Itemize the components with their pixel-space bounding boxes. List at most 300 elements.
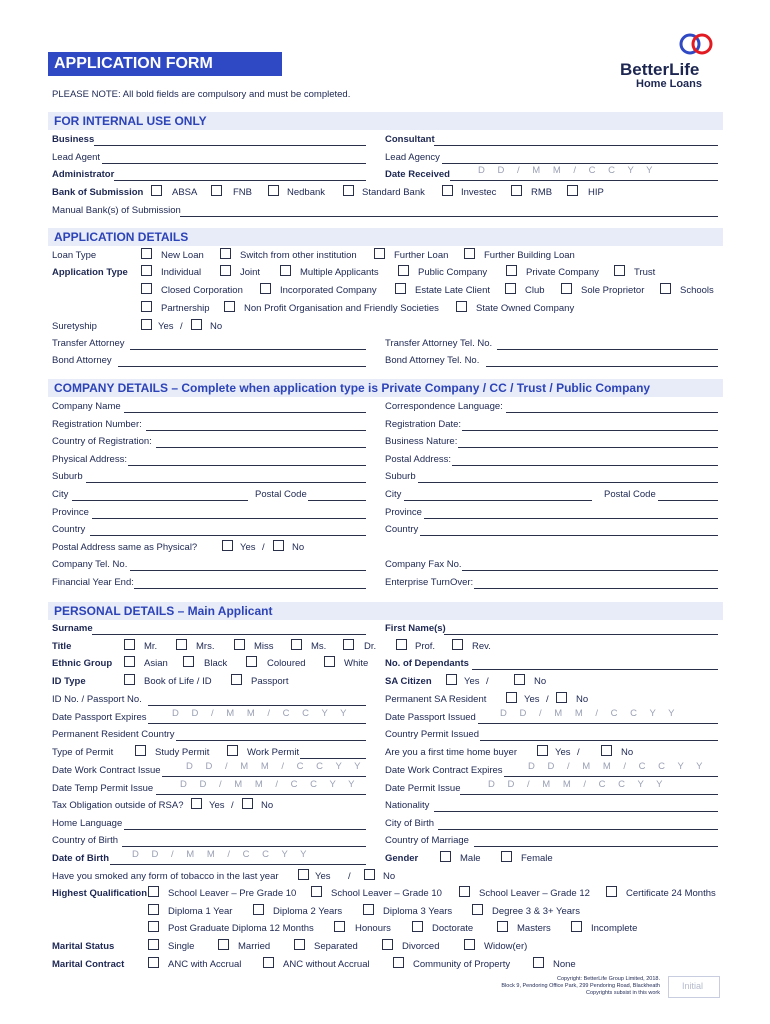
transfer-attorney-field[interactable] xyxy=(130,349,366,350)
registration-date-field[interactable] xyxy=(462,430,718,431)
title-rev-label: Rev. xyxy=(472,641,491,652)
title-ms-checkbox[interactable] xyxy=(291,639,302,650)
company-suburb-field[interactable] xyxy=(86,482,366,483)
further-loan-label: Further Loan xyxy=(394,250,449,261)
first-names-label: First Name(s) xyxy=(385,623,446,634)
closed-corporation-checkbox[interactable] xyxy=(141,283,152,294)
sa-resident-yes-label: Yes xyxy=(524,694,540,705)
title-mr-label: Mr. xyxy=(144,641,158,652)
permit-other-field[interactable] xyxy=(300,758,366,759)
contract-anc-no-accrual-checkbox[interactable] xyxy=(263,957,274,968)
business-nature-field[interactable] xyxy=(458,447,718,448)
ethnic-asian-checkbox[interactable] xyxy=(124,656,135,667)
date-work-contract-expires-field[interactable] xyxy=(504,776,718,777)
club-checkbox[interactable] xyxy=(505,283,516,294)
tax-obligation-no-checkbox[interactable] xyxy=(242,798,253,809)
marital-status-label: Marital Status xyxy=(52,941,115,952)
lead-agent-label: Lead Agent xyxy=(52,152,101,163)
joint-checkbox[interactable] xyxy=(220,265,231,276)
marital-divorced-label: Divorced xyxy=(402,941,440,952)
qual-grade10-checkbox[interactable] xyxy=(311,886,322,897)
multiple-applicants-checkbox[interactable] xyxy=(280,265,291,276)
contract-anc-accrual-checkbox[interactable] xyxy=(148,957,159,968)
administrator-label: Administrator xyxy=(52,169,115,180)
company-postal-code-field[interactable] xyxy=(308,500,366,501)
tobacco-label: Have you smoked any form of tobacco in the last year xyxy=(52,871,279,882)
postal-address-label: Postal Address: xyxy=(385,454,452,465)
postal-postal-code-label: Postal Code xyxy=(604,489,656,500)
sa-citizen-yes-checkbox[interactable] xyxy=(446,674,457,685)
postal-same-no-label: No xyxy=(292,542,305,553)
gender-male-checkbox[interactable] xyxy=(440,851,451,862)
contract-community-checkbox[interactable] xyxy=(393,957,404,968)
administrator-field[interactable] xyxy=(114,180,366,181)
internal-heading: FOR INTERNAL USE ONLY xyxy=(54,114,207,128)
city-of-birth-label: City of Birth xyxy=(385,818,435,829)
title-label: Title xyxy=(52,641,72,652)
bond-attorney-tel-field[interactable] xyxy=(486,366,718,367)
date-passport-issued-field[interactable] xyxy=(478,723,718,724)
further-building-loan-label: Further Building Loan xyxy=(484,250,575,261)
lead-agency-label: Lead Agency xyxy=(385,152,440,163)
transfer-attorney-label: Transfer Attorney xyxy=(52,338,125,349)
contract-none-checkbox[interactable] xyxy=(533,957,544,968)
company-suburb-label: Suburb xyxy=(52,471,83,482)
contract-none-label: None xyxy=(553,959,576,970)
contract-anc-no-accrual-label: ANC without Accrual xyxy=(283,959,370,970)
loan-type-label: Loan Type xyxy=(52,250,97,261)
permanent-resident-country-field[interactable] xyxy=(176,740,366,741)
transfer-attorney-tel-field[interactable] xyxy=(497,349,718,350)
rmb-label: RMB xyxy=(531,187,553,198)
switch-institution-checkbox[interactable] xyxy=(220,248,231,259)
marital-widow-label: Widow(er) xyxy=(484,941,528,952)
estate-late-client-label: Estate Late Client xyxy=(415,285,490,296)
new-loan-checkbox[interactable] xyxy=(141,248,152,259)
date-work-contract-issue-placeholder: D D / M M / C C Y Y xyxy=(186,761,366,772)
ethnic-coloured-checkbox[interactable] xyxy=(246,656,257,667)
hip-checkbox[interactable] xyxy=(567,185,578,196)
application-section-header xyxy=(48,228,723,246)
sa-citizen-no-label: No xyxy=(534,676,547,687)
date-of-birth-field[interactable] xyxy=(110,864,366,865)
application-heading: APPLICATION DETAILS xyxy=(54,230,189,244)
qual-doctorate-checkbox[interactable] xyxy=(412,921,423,932)
company-fax-field[interactable] xyxy=(462,570,718,571)
company-section-header xyxy=(48,379,723,397)
business-label: Business xyxy=(52,134,95,145)
postal-same-no-checkbox[interactable] xyxy=(273,540,284,551)
dependants-field[interactable] xyxy=(472,669,718,670)
date-passport-expires-placeholder: D D / M M / C C Y Y xyxy=(172,708,352,719)
company-province-field[interactable] xyxy=(92,518,366,519)
sole-proprietor-label: Sole Proprietor xyxy=(581,285,645,296)
logo-brand: BetterLife xyxy=(620,60,700,79)
tobacco-yes-checkbox[interactable] xyxy=(298,869,309,880)
consultant-label: Consultant xyxy=(385,134,435,145)
business-field[interactable] xyxy=(94,145,366,146)
date-temp-permit-issue-label: Date Temp Permit Issue xyxy=(52,783,154,794)
initial-box[interactable] xyxy=(668,976,720,998)
qual-pre-grade10-checkbox[interactable] xyxy=(148,886,159,897)
title-miss-label: Miss xyxy=(254,641,274,652)
date-passport-expires-label: Date Passport Expires xyxy=(52,712,147,723)
surname-label: Surname xyxy=(52,623,93,634)
standard-bank-checkbox[interactable] xyxy=(343,185,354,196)
individual-checkbox[interactable] xyxy=(141,265,152,276)
investec-checkbox[interactable] xyxy=(442,185,453,196)
suretyship-yes-label: Yes xyxy=(158,321,174,332)
gender-female-label: Female xyxy=(521,853,553,864)
date-received-field[interactable] xyxy=(450,180,718,181)
nationality-field[interactable] xyxy=(434,811,718,812)
postal-province-field[interactable] xyxy=(424,518,718,519)
sa-resident-no-label: No xyxy=(576,694,589,705)
qual-diploma1-label: Diploma 1 Year xyxy=(168,906,233,917)
trust-label: Trust xyxy=(634,267,656,278)
first-time-buyer-separator: / xyxy=(577,747,580,758)
further-building-loan-checkbox[interactable] xyxy=(464,248,475,259)
personal-section-header xyxy=(48,602,723,620)
logo xyxy=(620,30,720,92)
date-passport-expires-field[interactable] xyxy=(148,723,366,724)
company-name-label: Company Name xyxy=(52,401,121,412)
study-permit-label: Study Permit xyxy=(155,747,210,758)
fnb-checkbox[interactable] xyxy=(211,185,222,196)
marital-divorced-checkbox[interactable] xyxy=(382,939,393,950)
qual-degree-checkbox[interactable] xyxy=(472,904,483,915)
surname-field[interactable] xyxy=(92,634,366,635)
date-work-contract-expires-label: Date Work Contract Expires xyxy=(385,765,503,776)
partnership-label: Partnership xyxy=(161,303,210,314)
private-company-checkbox[interactable] xyxy=(506,265,517,276)
suretyship-no-label: No xyxy=(210,321,223,332)
internal-section-header xyxy=(48,112,723,130)
tax-obligation-label: Tax Obligation outside of RSA? xyxy=(52,800,184,811)
qual-doctorate-label: Doctorate xyxy=(432,923,474,934)
qual-masters-checkbox[interactable] xyxy=(497,921,508,932)
suretyship-label: Suretyship xyxy=(52,321,97,332)
qual-diploma3-checkbox[interactable] xyxy=(363,904,374,915)
postal-same-yes-checkbox[interactable] xyxy=(222,540,233,551)
postal-same-separator: / xyxy=(262,542,265,553)
registration-number-label: Registration Number: xyxy=(52,419,142,430)
sole-proprietor-checkbox[interactable] xyxy=(561,283,572,294)
multiple-applicants-label: Multiple Applicants xyxy=(300,267,379,278)
switch-institution-label: Switch from other institution xyxy=(240,250,357,261)
company-tel-field[interactable] xyxy=(130,570,366,571)
form-note: PLEASE NOTE: All bold fields are compulsory and must be completed. xyxy=(52,89,351,100)
footer-copyright xyxy=(470,976,660,997)
bond-attorney-label: Bond Attorney xyxy=(52,355,112,366)
registration-date-label: Registration Date: xyxy=(385,419,462,430)
gender-female-checkbox[interactable] xyxy=(501,851,512,862)
dependants-label: No. of Dependants xyxy=(385,658,469,669)
title-prof-checkbox[interactable] xyxy=(396,639,407,650)
permanent-sa-resident-label: Permanent SA Resident xyxy=(385,694,487,705)
lead-agent-field[interactable] xyxy=(102,163,366,164)
date-of-birth-label: Date of Birth xyxy=(52,853,109,864)
bank-submission-label: Bank of Submission xyxy=(52,187,144,198)
title-prof-label: Prof. xyxy=(415,641,436,652)
financial-year-end-field[interactable] xyxy=(134,588,366,589)
company-city-field[interactable] xyxy=(72,500,248,501)
bond-attorney-field[interactable] xyxy=(118,366,366,367)
suretyship-separator: / xyxy=(180,321,183,332)
date-work-contract-issue-field[interactable] xyxy=(162,776,366,777)
qual-diploma3-label: Diploma 3 Years xyxy=(383,906,453,917)
company-postal-code-label: Postal Code xyxy=(255,489,307,500)
company-province-label: Province xyxy=(52,507,89,518)
qual-diploma2-checkbox[interactable] xyxy=(253,904,264,915)
enterprise-turnover-field[interactable] xyxy=(474,588,718,589)
country-permit-issued-label: Country Permit Issued xyxy=(385,729,479,740)
estate-late-client-checkbox[interactable] xyxy=(395,283,406,294)
gender-male-label: Male xyxy=(460,853,481,864)
form-title: APPLICATION FORM xyxy=(54,55,213,72)
correspondence-language-label: Correspondence Language: xyxy=(385,401,503,412)
state-owned-checkbox[interactable] xyxy=(456,301,467,312)
country-registration-label: Country of Registration: xyxy=(52,436,152,447)
qual-diploma1-checkbox[interactable] xyxy=(148,904,159,915)
sa-resident-separator: / xyxy=(546,694,549,705)
first-time-buyer-yes-checkbox[interactable] xyxy=(537,745,548,756)
marital-separated-checkbox[interactable] xyxy=(294,939,305,950)
id-passport-no-field[interactable] xyxy=(148,705,366,706)
date-passport-issued-label: Date Passport Issued xyxy=(385,712,476,723)
title-dr-label: Dr. xyxy=(364,641,377,652)
work-permit-label: Work Permit xyxy=(247,747,300,758)
qual-diploma2-label: Diploma 2 Years xyxy=(273,906,343,917)
ethnic-black-label: Black xyxy=(204,658,228,669)
qual-certificate-label: Certificate 24 Months xyxy=(626,888,716,899)
closed-corporation-label: Closed Corporation xyxy=(161,285,243,296)
tax-obligation-yes-label: Yes xyxy=(209,800,225,811)
postal-country-field[interactable] xyxy=(420,535,718,536)
marital-married-checkbox[interactable] xyxy=(218,939,229,950)
id-type-label: ID Type xyxy=(52,676,86,687)
tax-obligation-yes-checkbox[interactable] xyxy=(191,798,202,809)
title-ms-label: Ms. xyxy=(311,641,327,652)
suretyship-yes-checkbox[interactable] xyxy=(141,319,152,330)
company-name-field[interactable] xyxy=(124,412,366,413)
country-of-birth-label: Country of Birth xyxy=(52,835,118,846)
absa-checkbox[interactable] xyxy=(151,185,162,196)
trust-checkbox[interactable] xyxy=(614,265,625,276)
non-profit-checkbox[interactable] xyxy=(224,301,235,312)
enterprise-turnover-label: Enterprise TurnOver: xyxy=(385,577,474,588)
home-language-label: Home Language xyxy=(52,818,123,829)
type-of-permit-label: Type of Permit xyxy=(52,747,114,758)
manual-banks-label: Manual Bank(s) of Submission xyxy=(52,205,181,216)
title-dr-checkbox[interactable] xyxy=(343,639,354,650)
public-company-checkbox[interactable] xyxy=(398,265,409,276)
qual-certificate-checkbox[interactable] xyxy=(606,886,617,897)
marital-contract-label: Marital Contract xyxy=(52,959,125,970)
postal-same-yes-label: Yes xyxy=(240,542,256,553)
study-permit-checkbox[interactable] xyxy=(135,745,146,756)
rmb-checkbox[interactable] xyxy=(511,185,522,196)
sa-citizen-no-checkbox[interactable] xyxy=(514,674,525,685)
date-received-placeholder: D D / M M / C C Y Y xyxy=(478,165,658,176)
first-names-field[interactable] xyxy=(444,634,718,635)
contract-anc-accrual-label: ANC with Accrual xyxy=(168,959,242,970)
sa-citizen-label: SA Citizen xyxy=(385,676,432,687)
title-mrs-label: Mrs. xyxy=(196,641,215,652)
standard-bank-label: Standard Bank xyxy=(362,187,425,198)
manual-banks-field[interactable] xyxy=(180,216,718,217)
suretyship-no-checkbox[interactable] xyxy=(191,319,202,330)
country-of-marriage-label: Country of Marriage xyxy=(385,835,469,846)
first-time-buyer-yes-label: Yes xyxy=(555,747,571,758)
title-rev-checkbox[interactable] xyxy=(452,639,463,650)
application-type-label: Application Type xyxy=(52,267,128,278)
company-country-label: Country xyxy=(52,524,86,535)
tax-obligation-separator: / xyxy=(231,800,234,811)
sa-citizen-yes-label: Yes xyxy=(464,676,480,687)
partnership-checkbox[interactable] xyxy=(141,301,152,312)
qual-masters-label: Masters xyxy=(517,923,551,934)
country-of-birth-field[interactable] xyxy=(122,846,366,847)
date-permit-issue-placeholder: D D / M M / C C Y Y xyxy=(488,779,668,790)
postal-suburb-label: Suburb xyxy=(385,471,416,482)
ethnic-white-label: White xyxy=(344,658,369,669)
qual-honours-checkbox[interactable] xyxy=(334,921,345,932)
postal-postal-code-field[interactable] xyxy=(658,500,718,501)
ethnic-white-checkbox[interactable] xyxy=(324,656,335,667)
postal-city-label: City xyxy=(385,489,402,500)
sa-resident-yes-checkbox[interactable] xyxy=(506,692,517,703)
registration-number-field[interactable] xyxy=(146,430,366,431)
transfer-attorney-tel-label: Transfer Attorney Tel. No. xyxy=(385,338,493,349)
qual-pre-grade10-label: School Leaver – Pre Grade 10 xyxy=(168,888,297,899)
incorporated-company-label: Incorporated Company xyxy=(280,285,377,296)
public-company-label: Public Company xyxy=(418,267,488,278)
postal-city-field[interactable] xyxy=(404,500,592,501)
marital-single-checkbox[interactable] xyxy=(148,939,159,950)
postal-province-label: Province xyxy=(385,507,422,518)
initial-label: Initial xyxy=(682,981,704,991)
qual-postgrad-label: Post Graduate Diploma 12 Months xyxy=(168,923,314,934)
company-heading: COMPANY DETAILS – Complete when application type is Private Company / CC / Trust / Public Company xyxy=(54,381,651,395)
joint-label: Joint xyxy=(240,267,261,278)
company-fax-label: Company Fax No. xyxy=(385,559,462,570)
non-profit-label: Non Profit Organisation and Friendly Societies xyxy=(244,303,439,314)
qual-incomplete-checkbox[interactable] xyxy=(571,921,582,932)
nedbank-label: Nedbank xyxy=(287,187,326,198)
company-country-field[interactable] xyxy=(90,535,366,536)
correspondence-language-field[interactable] xyxy=(506,412,718,413)
incorporated-company-checkbox[interactable] xyxy=(260,283,271,294)
form-title-bar xyxy=(48,52,282,76)
logo-subtitle: Home Loans xyxy=(636,78,703,90)
date-permit-issue-label: Date Permit Issue xyxy=(385,783,461,794)
id-passport-label: Passport xyxy=(251,676,289,687)
qual-grade12-checkbox[interactable] xyxy=(459,886,470,897)
personal-heading: PERSONAL DETAILS – Main Applicant xyxy=(54,604,273,618)
marital-separated-label: Separated xyxy=(314,941,358,952)
postal-country-label: Country xyxy=(385,524,419,535)
work-permit-checkbox[interactable] xyxy=(227,745,238,756)
qual-honours-label: Honours xyxy=(355,923,391,934)
sa-resident-no-checkbox[interactable] xyxy=(556,692,567,703)
marital-widow-checkbox[interactable] xyxy=(464,939,475,950)
tax-obligation-no-label: No xyxy=(261,800,274,811)
private-company-label: Private Company xyxy=(526,267,599,278)
club-label: Club xyxy=(525,285,545,296)
tobacco-yes-label: Yes xyxy=(315,871,331,882)
consultant-field[interactable] xyxy=(434,145,718,146)
marital-married-label: Married xyxy=(238,941,271,952)
footer-copyright-line: Copyright: BetterLife Group Limited, 2018. xyxy=(556,976,660,982)
city-of-birth-field[interactable] xyxy=(438,829,718,830)
sa-citizen-separator: / xyxy=(486,676,489,687)
id-book-of-life-label: Book of Life / ID xyxy=(144,676,212,687)
contract-community-label: Community of Property xyxy=(413,959,511,970)
postal-same-label: Postal Address same as Physical? xyxy=(52,542,198,553)
qual-postgrad-checkbox[interactable] xyxy=(148,921,159,932)
nedbank-checkbox[interactable] xyxy=(268,185,279,196)
further-loan-checkbox[interactable] xyxy=(374,248,385,259)
date-permit-issue-field[interactable] xyxy=(460,794,718,795)
title-mr-checkbox[interactable] xyxy=(124,639,135,650)
date-work-contract-issue-label: Date Work Contract Issue xyxy=(52,765,161,776)
country-permit-issued-field[interactable] xyxy=(480,740,718,741)
qual-grade12-label: School Leaver – Grade 12 xyxy=(479,888,590,899)
company-tel-label: Company Tel. No. xyxy=(52,559,128,570)
ethnic-black-checkbox[interactable] xyxy=(183,656,194,667)
date-of-birth-placeholder: D D / M M / C C Y Y xyxy=(132,849,312,860)
physical-address-label: Physical Address: xyxy=(52,454,127,465)
footer-address-line: Block 9, Pendoring Office Park, 299 Pendoring Road, Blackheath xyxy=(501,983,660,989)
id-book-of-life-checkbox[interactable] xyxy=(124,674,135,685)
date-temp-permit-issue-field[interactable] xyxy=(156,794,366,795)
ethnic-coloured-label: Coloured xyxy=(267,658,306,669)
title-miss-checkbox[interactable] xyxy=(234,639,245,650)
ethnic-group-label: Ethnic Group xyxy=(52,658,113,669)
date-passport-issued-placeholder: D D / M M / C C Y Y xyxy=(500,708,680,719)
tobacco-no-label: No xyxy=(383,871,396,882)
schools-checkbox[interactable] xyxy=(660,283,671,294)
financial-year-end-label: Financial Year End: xyxy=(52,577,134,588)
id-passport-checkbox[interactable] xyxy=(231,674,242,685)
lead-agency-field[interactable] xyxy=(442,163,718,164)
first-time-buyer-no-checkbox[interactable] xyxy=(601,745,612,756)
postal-suburb-field[interactable] xyxy=(418,482,718,483)
first-time-buyer-no-label: No xyxy=(621,747,634,758)
ethnic-asian-label: Asian xyxy=(144,658,168,669)
country-registration-field[interactable] xyxy=(156,447,366,448)
qual-grade10-label: School Leaver – Grade 10 xyxy=(331,888,442,899)
home-language-field[interactable] xyxy=(124,829,366,830)
first-time-buyer-label: Are you a first time home buyer xyxy=(385,747,517,758)
physical-address-field[interactable] xyxy=(128,465,366,466)
postal-address-field[interactable] xyxy=(452,465,718,466)
state-owned-label: State Owned Company xyxy=(476,303,575,314)
absa-label: ABSA xyxy=(172,187,198,198)
marital-single-label: Single xyxy=(168,941,195,952)
title-mrs-checkbox[interactable] xyxy=(176,639,187,650)
investec-label: Investec xyxy=(461,187,497,198)
country-of-marriage-field[interactable] xyxy=(474,846,718,847)
hip-label: HIP xyxy=(588,187,604,198)
date-temp-permit-issue-placeholder: D D / M M / C C Y Y xyxy=(180,779,360,790)
tobacco-no-checkbox[interactable] xyxy=(364,869,375,880)
highest-qualification-label: Highest Qualification xyxy=(52,888,148,899)
permanent-resident-country-label: Permanent Resident Country xyxy=(52,729,175,740)
id-passport-no-label: ID No. / Passport No. xyxy=(52,694,142,705)
gender-label: Gender xyxy=(385,853,419,864)
